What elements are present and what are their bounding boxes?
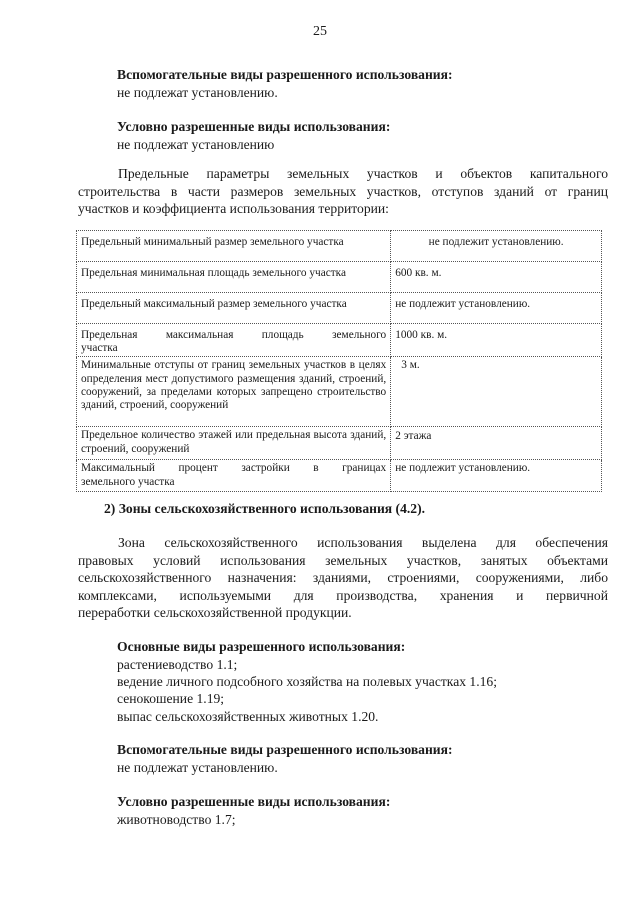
table-row bbox=[77, 231, 602, 262]
table-row bbox=[77, 262, 602, 293]
conditional-uses-heading-2: Условно разрешенные виды использования: bbox=[117, 794, 391, 809]
list-item: растениеводство 1.1; bbox=[117, 657, 238, 672]
param-word: Предельная bbox=[81, 329, 138, 341]
zone-line-5: переработки сельскохозяйственной продукции. bbox=[78, 605, 352, 620]
aux-uses-heading: Вспомогательные виды разрешенного использования: bbox=[117, 67, 453, 82]
limits-text-1: Предельные параметры земельных участков и объектов капитального bbox=[118, 166, 608, 181]
param-cell bbox=[77, 324, 391, 357]
zone-line-4 bbox=[78, 587, 608, 605]
main-uses-heading: Основные виды разрешенного использования: bbox=[117, 639, 406, 654]
param-cell bbox=[77, 460, 391, 492]
list-item: выпас сельскохозяйственных животных 1.20. bbox=[117, 709, 379, 724]
table-row bbox=[77, 293, 602, 324]
param-words bbox=[81, 462, 386, 475]
page-number: 25 bbox=[313, 24, 327, 39]
param-word: максимальная bbox=[165, 329, 234, 341]
zone-text-3: сельскохозяйственного назначения: зданиями, строениями, сооружениями, либо bbox=[78, 570, 608, 585]
table-row bbox=[77, 460, 602, 492]
param-cell: Предельная минимальная площадь земельного участка bbox=[77, 262, 391, 293]
param-word: границах bbox=[342, 462, 387, 475]
param-tail: участка bbox=[81, 342, 118, 355]
zone-text-2: правовых условий использования земельных участков, занятых объектами bbox=[78, 552, 608, 568]
limits-line-3: участков и коэффициента использования территории: bbox=[78, 201, 389, 216]
param-word: земельного bbox=[332, 329, 387, 341]
limits-paragraph bbox=[78, 165, 608, 218]
limits-line-2 bbox=[78, 183, 608, 201]
table-row bbox=[77, 324, 602, 357]
zone-heading: 2) Зоны сельскохозяйственного использования (4.2). bbox=[104, 501, 426, 516]
zone-line-3 bbox=[78, 569, 608, 587]
value-cell: не подлежит установлению. bbox=[391, 231, 602, 262]
param-word: площадь bbox=[261, 329, 304, 341]
value-cell: 1000 кв. м. bbox=[391, 324, 602, 357]
param-tail: земельного участка bbox=[81, 475, 175, 488]
value-cell: не подлежит установлению. bbox=[391, 460, 602, 492]
param-word: в bbox=[313, 462, 319, 475]
limits-text-2: строительства в части размеров земельных участков, отступов зданий от границ bbox=[78, 183, 608, 199]
conditional-uses-text: не подлежат установлению bbox=[117, 137, 275, 152]
list-item: сенокошение 1.19; bbox=[117, 691, 225, 706]
zone-text-1: Зона сельскохозяйственного использования выделена для обеспечения bbox=[118, 535, 608, 550]
list-item: ведение личного подсобного хозяйства на полевых участках 1.16; bbox=[117, 674, 497, 689]
value-cell: 3 м. bbox=[391, 357, 602, 427]
param-word: процент bbox=[178, 462, 218, 475]
param-word: застройки bbox=[241, 462, 290, 475]
zone-text-4: комплексами, используемыми для производства, хранения и первичной bbox=[78, 587, 608, 603]
param-word: Максимальный bbox=[81, 462, 155, 475]
aux-uses-text: не подлежат установлению. bbox=[117, 85, 278, 100]
param-cell: Предельное количество этажей или предельная высота зданий, строений, сооружений bbox=[77, 427, 391, 460]
zone-line-2 bbox=[78, 552, 608, 570]
limits-line-1 bbox=[78, 165, 608, 183]
param-cell: Минимальные отступы от границ земельных участков в целях определения мест допустимого размещения зданий, строений, сооружений, за пределами которых запрещено строительство зданий, строений, сооружений bbox=[77, 357, 391, 427]
value-cell: 600 кв. м. bbox=[391, 262, 602, 293]
aux-uses-heading-2: Вспомогательные виды разрешенного использования: bbox=[117, 742, 453, 757]
conditional-uses-heading: Условно разрешенные виды использования: bbox=[117, 119, 391, 134]
zone-paragraph bbox=[78, 534, 608, 622]
zone-line-1 bbox=[78, 534, 608, 552]
param-words bbox=[81, 329, 386, 342]
table-row bbox=[77, 357, 602, 427]
parameters-table bbox=[76, 230, 602, 492]
param-cell: Предельный минимальный размер земельного участка bbox=[77, 231, 391, 262]
value-cell: не подлежит установлению. bbox=[391, 293, 602, 324]
aux-uses-text-2: не подлежат установлению. bbox=[117, 760, 278, 775]
value-cell: 2 этажа bbox=[391, 427, 602, 460]
table-row bbox=[77, 427, 602, 460]
conditional-uses-text-2: животноводство 1.7; bbox=[117, 812, 236, 827]
param-cell: Предельный максимальный размер земельного участка bbox=[77, 293, 391, 324]
